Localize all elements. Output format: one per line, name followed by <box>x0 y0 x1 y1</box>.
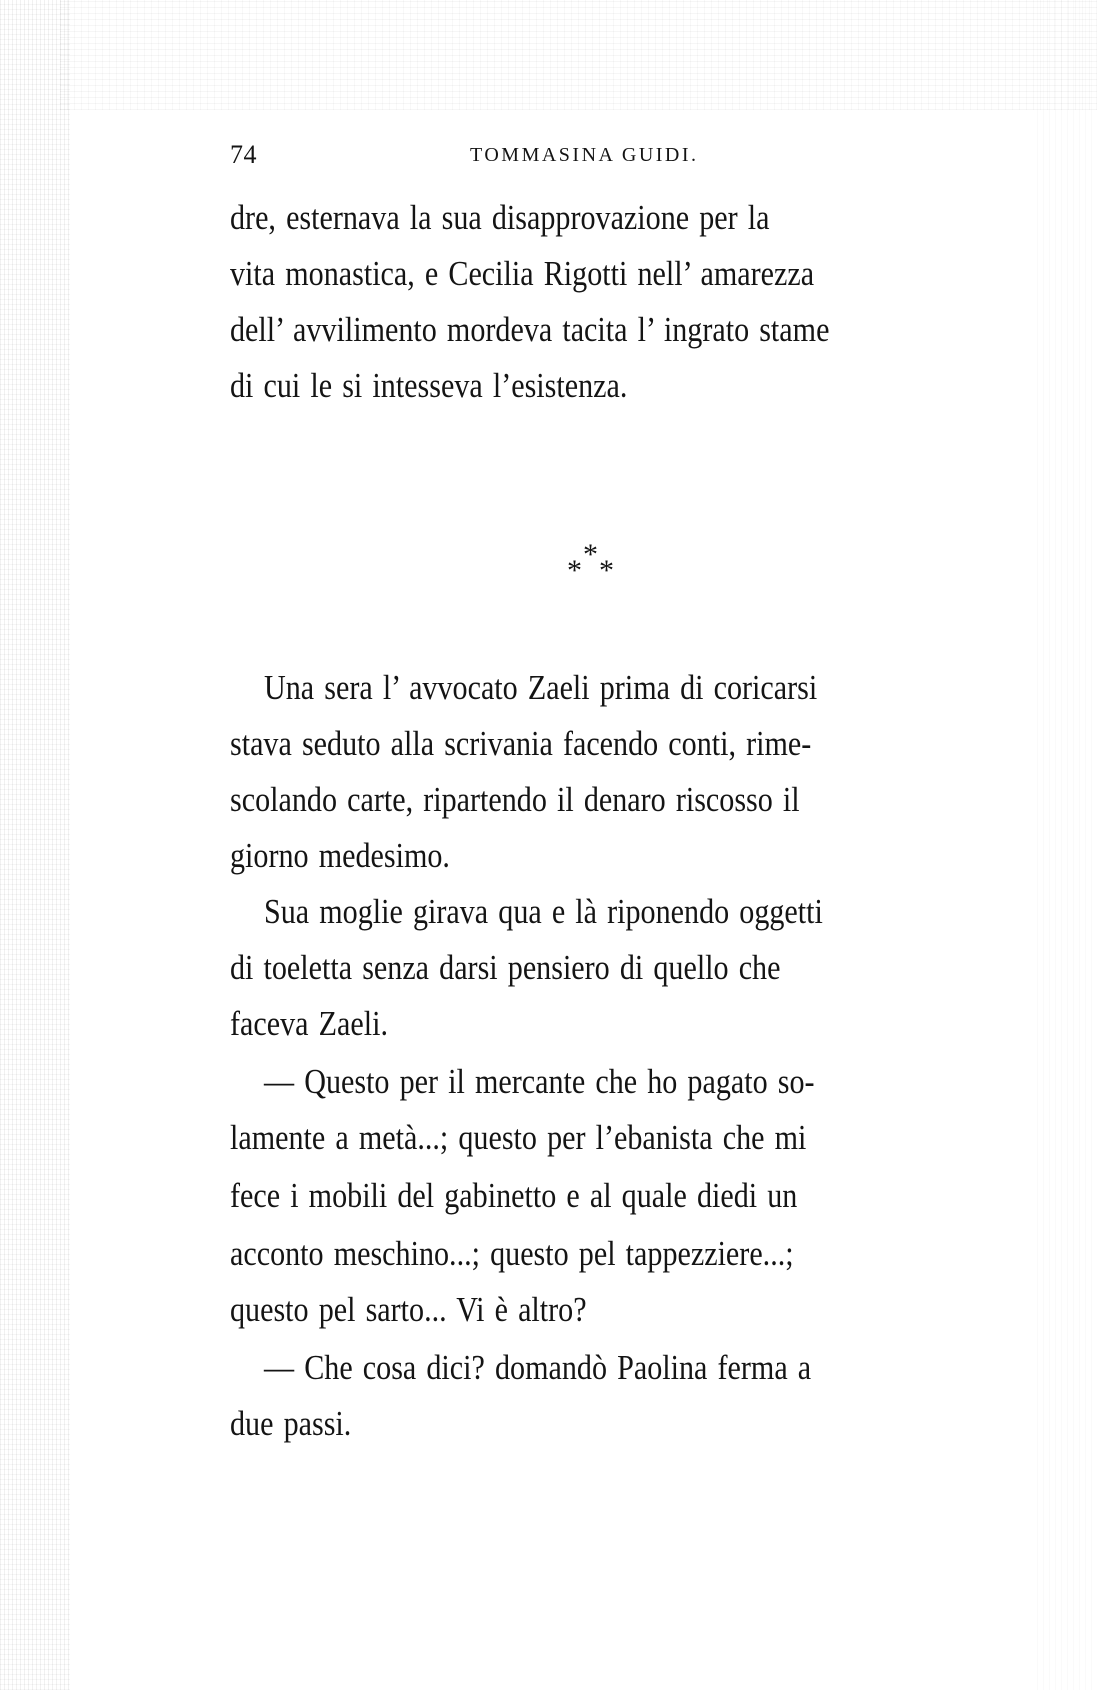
scan-edge-left <box>0 0 70 1690</box>
text-line: di toeletta senza darsi pensiero di quello che <box>230 948 781 987</box>
text-line: — Questo per il mercante che ho pagato so- <box>264 1062 815 1101</box>
section-asterism <box>565 540 625 600</box>
text-line: questo pel sarto... Vi è altro? <box>230 1290 587 1329</box>
text-line: dell’ avvilimento mordeva tacita l’ ingrato stame <box>230 310 830 349</box>
text-line: faceva Zaeli. <box>230 1004 388 1043</box>
asterism-star: * <box>567 554 582 587</box>
running-head: TOMMASINA GUIDI. <box>470 144 699 166</box>
text-line: fece i mobili del gabinetto e al quale diedi un <box>230 1176 798 1215</box>
text-line: Una sera l’ avvocato Zaeli prima di coricarsi <box>264 668 818 707</box>
text-line: vita monastica, e Cecilia Rigotti nell’ amarezza <box>230 254 815 293</box>
scan-edge-right <box>1037 0 1097 1690</box>
text-line: lamente a metà...; questo per l’ebanista che mi <box>230 1118 807 1157</box>
asterism-star: * <box>583 538 598 571</box>
text-line: due passi. <box>230 1404 352 1443</box>
text-line: scolando carte, ripartendo il denaro riscosso il <box>230 780 800 819</box>
scan-edge-top <box>60 0 1097 110</box>
asterism-star: * <box>599 554 614 587</box>
text-line: dre, esternava la sua disapprovazione per la <box>230 198 770 237</box>
text-line: giorno medesimo. <box>230 836 450 875</box>
text-line: acconto meschino...; questo pel tappezziere...; <box>230 1234 794 1273</box>
text-line: di cui le si intesseva l’esistenza. <box>230 366 628 405</box>
text-line: stava seduto alla scrivania facendo conti, rime- <box>230 724 812 763</box>
text-line: — Che cosa dici? domandò Paolina ferma a <box>264 1348 812 1387</box>
text-line: Sua moglie girava qua e là riponendo oggetti <box>264 892 823 931</box>
page-header <box>230 140 990 180</box>
page-number: 74 <box>230 140 257 169</box>
